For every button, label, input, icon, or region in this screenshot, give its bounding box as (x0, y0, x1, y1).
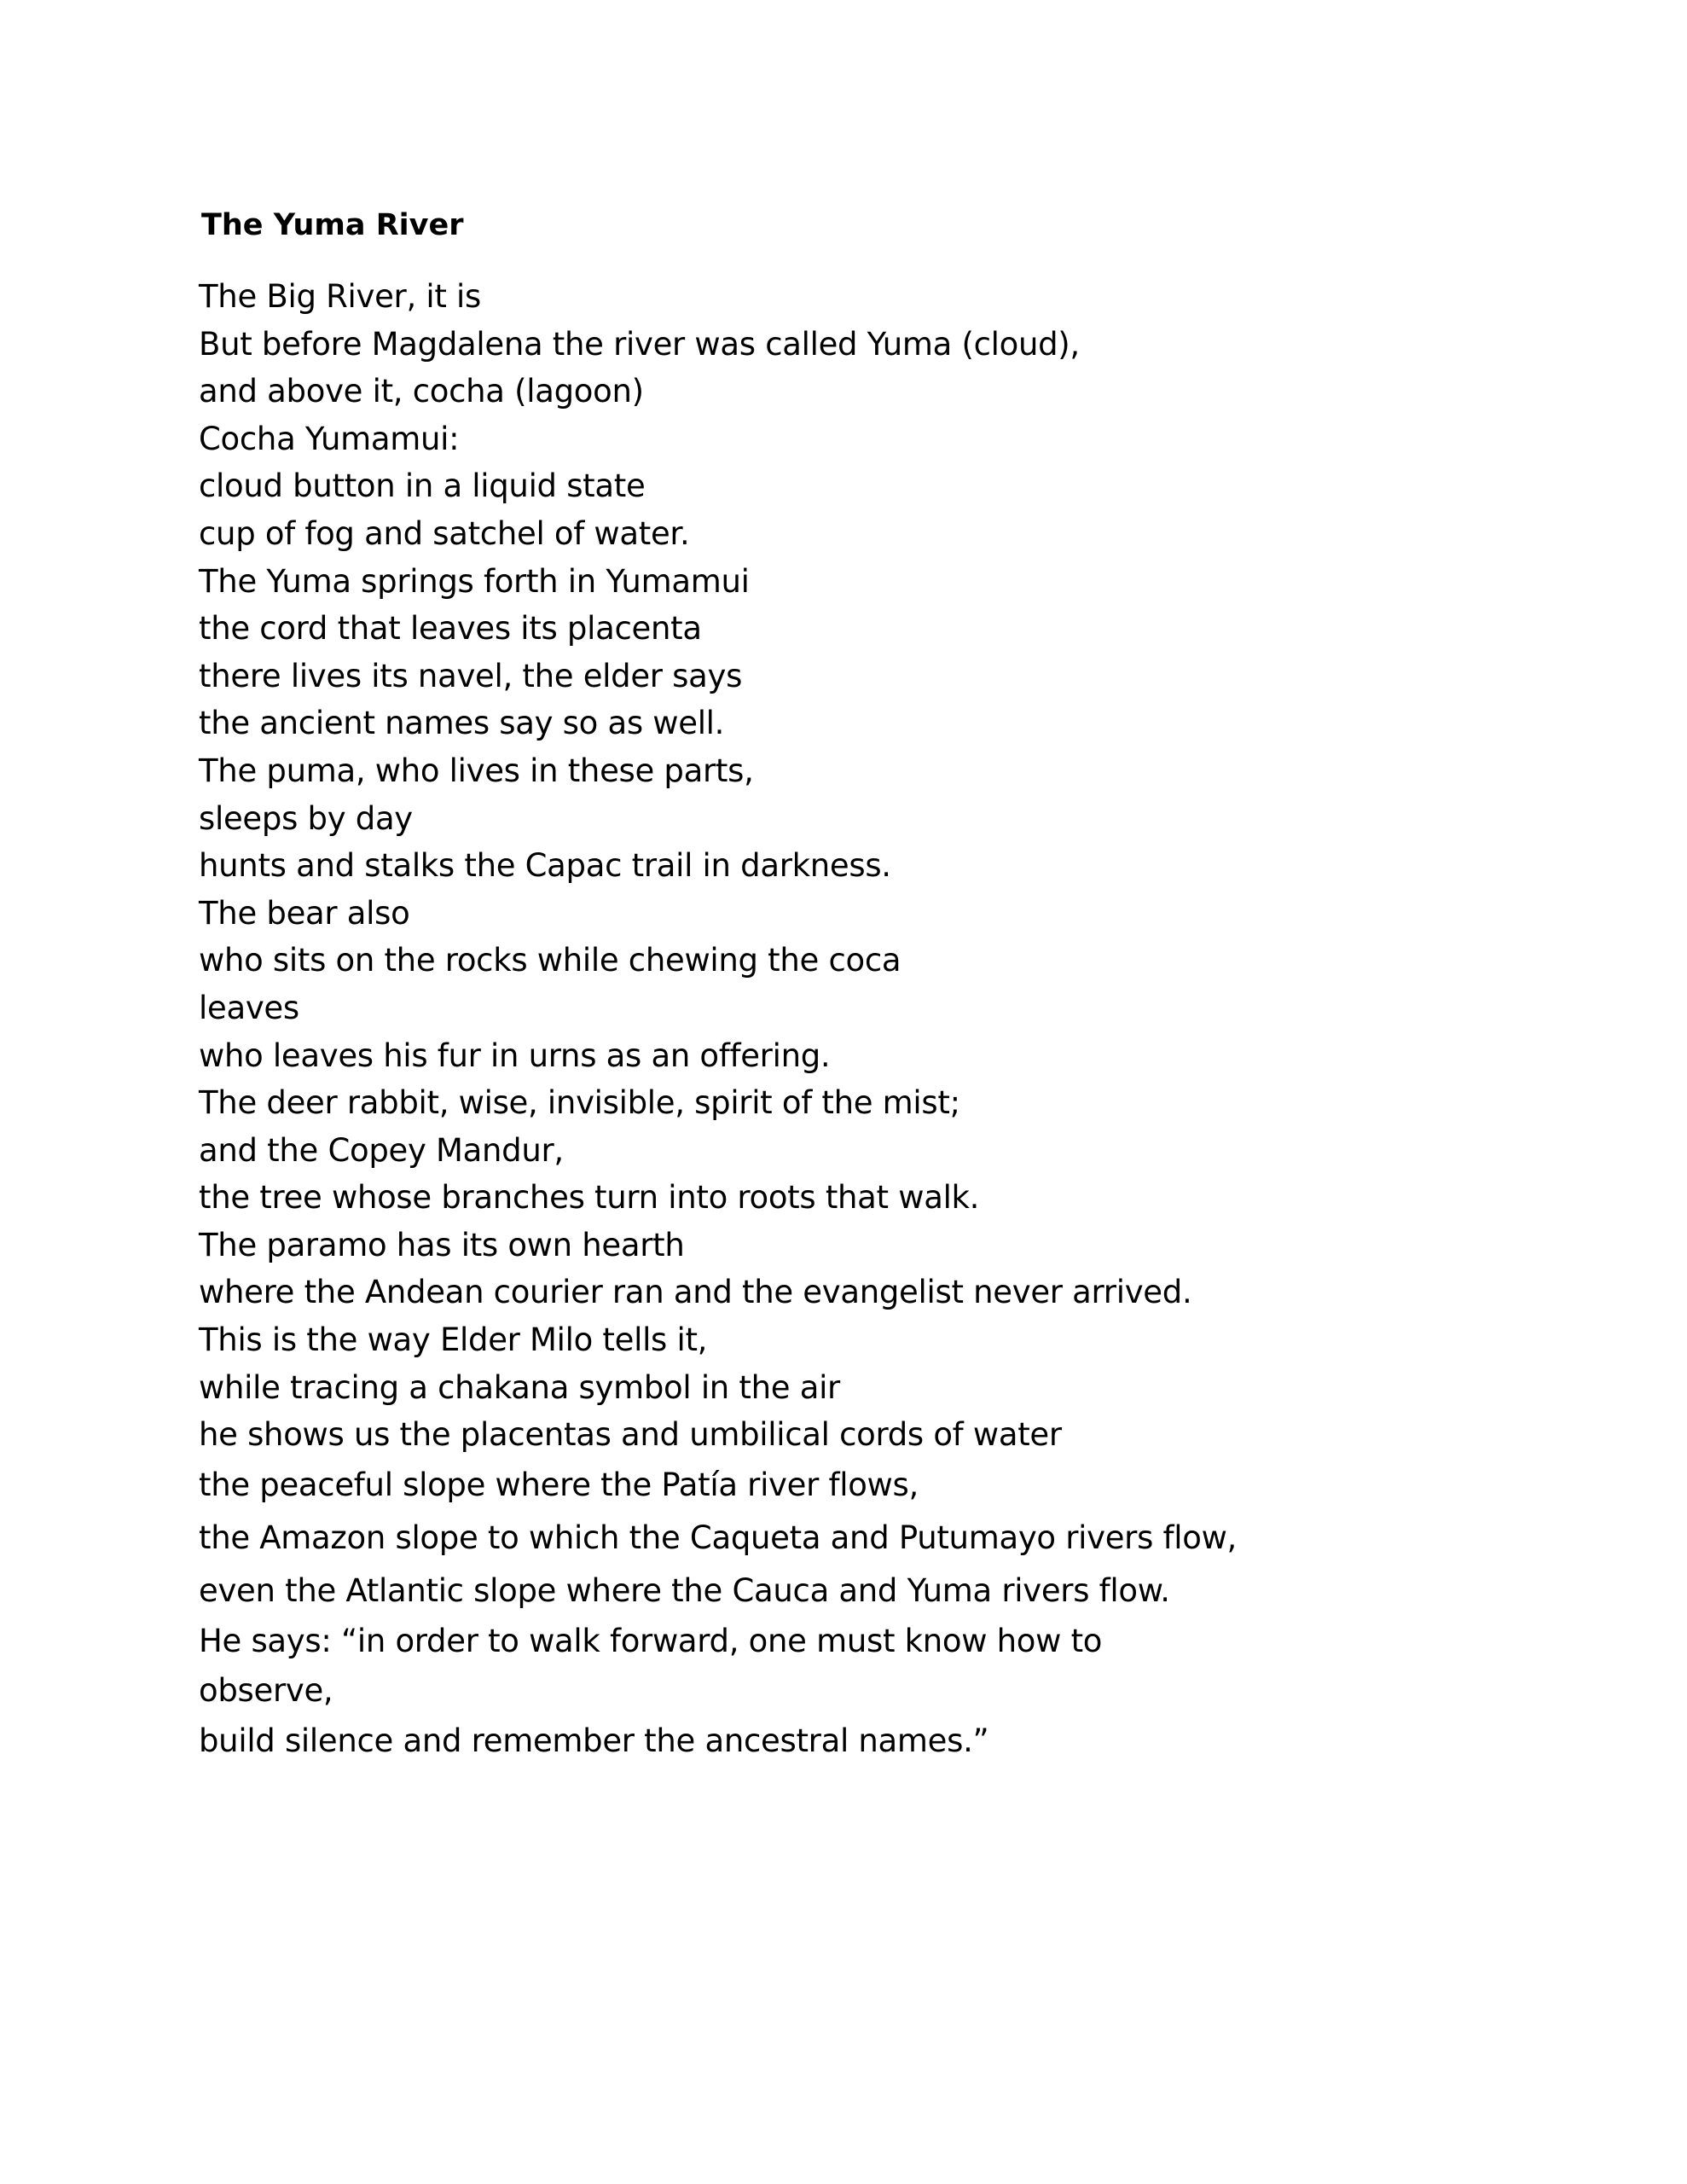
poem-line: build silence and remember the ancestral names.” (199, 1722, 989, 1760)
poem-title: The Yuma River (201, 208, 464, 242)
poem-line: the ancient names say so as well. (199, 705, 725, 742)
poem-line: the tree whose branches turn into roots that walk. (199, 1179, 980, 1217)
poem-line: leaves (199, 989, 299, 1026)
poem-line: The puma, who lives in these parts, (199, 752, 754, 789)
poem-line: cloud button in a liquid state (199, 468, 646, 505)
poem-line: observe, (199, 1672, 333, 1710)
poem-line: who leaves his fur in urns as an offering. (199, 1037, 831, 1074)
poem-line: where the Andean courier ran and the evangelist never arrived. (199, 1274, 1192, 1311)
poem-line: The paramo has its own hearth (199, 1226, 685, 1263)
poem-line: cup of fog and satchel of water. (199, 514, 690, 552)
poem-body (199, 273, 1478, 1765)
poem-line: sleeps by day (199, 799, 413, 837)
poem-line: This is the way Elder Milo tells it, (199, 1321, 708, 1359)
poem-line: he shows us the placentas and umbilical cords of water (199, 1416, 1062, 1454)
poem-line: and above it, cocha (lagoon) (199, 373, 644, 410)
poem-line: and the Copey Mandur, (199, 1131, 564, 1169)
poem-line: The Big River, it is (199, 278, 481, 315)
poem-line: the peaceful slope where the Patía river flows, (199, 1466, 919, 1503)
poem-line: who sits on the rocks while chewing the coca (199, 942, 901, 979)
poem-line: the Amazon slope to which the Caqueta and Putumayo rivers flow, (199, 1519, 1237, 1556)
poem-line: even the Atlantic slope where the Cauca and Yuma rivers flow. (199, 1571, 1170, 1609)
poem-line: But before Magdalena the river was called Yuma (cloud), (199, 325, 1080, 363)
poem-line: while tracing a chakana symbol in the air (199, 1368, 840, 1406)
poem-line: Cocha Yumamui: (199, 420, 460, 457)
poem-line: The Yuma springs forth in Yumamui (199, 562, 750, 600)
poem-line: the cord that leaves its placenta (199, 610, 702, 648)
poem-line: The bear also (199, 894, 410, 932)
poem-line: there lives its navel, the elder says (199, 657, 743, 694)
poem-line: The deer rabbit, wise, invisible, spirit of the mist; (199, 1084, 960, 1122)
poem-line: hunts and stalks the Capac trail in darkness. (199, 847, 891, 885)
poem-line: He says: “in order to walk forward, one must know how to (199, 1622, 1103, 1659)
